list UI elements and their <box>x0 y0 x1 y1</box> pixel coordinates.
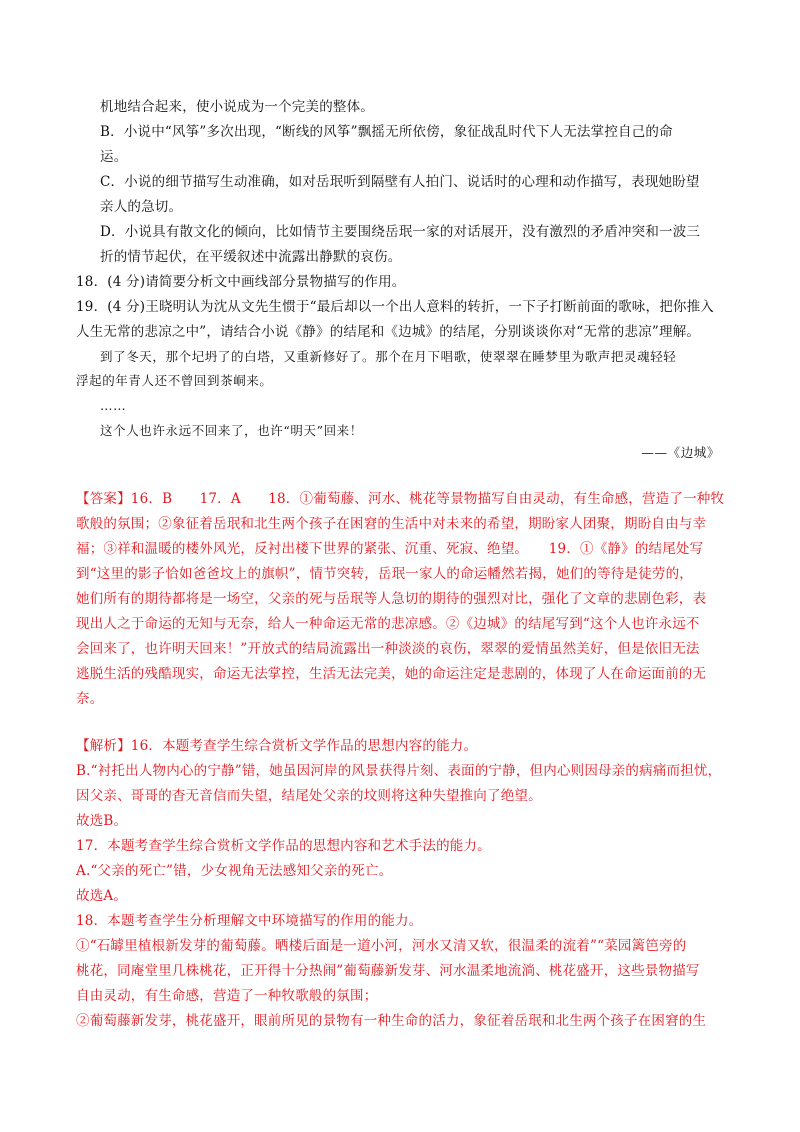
answer-line-8: 逃脱生活的残酷现实，命运无法掌控，生活无法完美，她的命运注定是悲剧的，体现了人在命运面前的无 <box>76 666 707 682</box>
option-d-line-1: D．小说具有散文化的倾向，比如情节主要围绕岳珉一家的对话展开，没有激烈的矛盾冲突和一波三 <box>100 224 701 240</box>
answer-line-6: 现出人之于命运的无知与无奈，给人一种命运无常的悲凉感。②《边城》的结尾写到“这个人也许永远不 <box>76 616 700 632</box>
option-b-line-2: 运。 <box>100 149 128 165</box>
answer-line-1: 【答案】16．B 17．A 18．①葡萄藤、河水、桃花等景物描写自由灵动，有生命感，营造了一种牧 <box>76 491 725 507</box>
option-c-line-1: C．小说的细节描写生动准确，如对岳珉听到隔壁有人拍门、说话时的心理和动作描写，表现她盼望 <box>100 174 700 190</box>
answer-line-3: 福；③祥和温暖的楼外风光，反衬出楼下世界的紧张、沉重、死寂、绝望。 19．①《静》的结尾处写 <box>76 541 704 557</box>
analysis-16-line-2: 因父亲、哥哥的杳无音信而失望，结尾处父亲的坟则将这种失望推向了绝望。 <box>76 788 542 804</box>
option-c-line-2: 亲人的急切。 <box>100 199 183 215</box>
quote-line-2: 浮起的年青人还不曾回到茶峒来。 <box>76 373 273 388</box>
option-a-continuation: 机地结合起来，使小说成为一个完美的整体。 <box>100 99 374 115</box>
answer-line-5: 她们所有的期待都将是一场空，父亲的死与岳珉等人急切的期待的强烈对比，强化了文章的悲剧色彩，表 <box>76 591 707 607</box>
answer-line-7: 会回来了，也许明天回来！”开放式的结局流露出一种淡淡的哀伤，翠翠的爱情虽然美好，但是依旧无法 <box>76 641 700 657</box>
quote-source: ——《边城》 <box>641 445 720 460</box>
quote-line-1: 到了冬天，那个圮坍了的白塔，又重新修好了。那个在月下唱歌，使翠翠在睡梦里为歌声把灵魂轻轻 <box>100 349 677 364</box>
question-18: 18．(4 分)请简要分析文中画线部分景物描写的作用。 <box>76 274 406 290</box>
option-b-line-1: B．小说中“风筝”多次出现，“断线的风筝”飘摇无所依傍，象征战乱时代下人无法掌控自己的命 <box>100 124 673 140</box>
analysis-16-conclusion: 故选B。 <box>76 813 128 829</box>
question-19-line-2: 人生无常的悲凉之中”，请结合小说《静》的结尾和《边城》的结尾，分别谈谈你对“无常的悲凉”理解。 <box>76 324 701 340</box>
quote-line-3: 这个人也许永远不回来了，也许“明天”回来！ <box>100 423 363 438</box>
analysis-18-heading: 18．本题考查学生分析理解文中环境描写的作用的能力。 <box>76 913 423 929</box>
analysis-18-line-4: ②葡萄藤新发芽，桃花盛开，眼前所见的景物有一种生命的活力，象征着岳珉和北生两个孩子在困窘的生 <box>76 1013 707 1029</box>
analysis-18-line-2: 桃花，同庵堂里几株桃花，正开得十分热闹”葡萄藤新发芽、河水温柔地流淌、桃花盛开，这些景物描写 <box>76 963 700 979</box>
option-d-line-2: 折的情节起伏，在平缓叙述中流露出静默的哀伤。 <box>100 249 402 265</box>
question-19-line-1: 19．(4 分)王晓明认为沈从文先生惯于“最后却以一个出人意料的转折，一下子打断前面的歌咏，把你推入 <box>76 299 714 315</box>
analysis-17-conclusion: 故选A。 <box>76 888 128 904</box>
analysis-16-line-1: B.“衬托出人物内心的宁静”错，她虽因河岸的风景获得片刻、表面的宁静，但内心则因母亲的病痛而担忧， <box>76 763 722 779</box>
analysis-16-heading <box>76 736 477 756</box>
answer-line-2: 歌般的氛围；②象征着岳珉和北生两个孩子在困窘的生活中对未来的希望，期盼家人团聚，期盼自由与幸 <box>76 516 707 532</box>
answer-line-4: 到“这里的影子恰如爸爸坟上的旗帜”，情节突转，岳珉一家人的命运幡然若揭，她们的等待是徒劳的， <box>76 566 694 582</box>
answer-line-9: 奈。 <box>76 691 104 707</box>
quote-ellipsis: …… <box>100 398 127 413</box>
analysis-18-line-3: 自由灵动，有生命感，营造了一种牧歌般的氛围； <box>76 988 378 1004</box>
analysis-17-line-1: A.“父亲的死亡”错，少女视角无法感知父亲的死亡。 <box>76 863 393 879</box>
analysis-18-line-1: ①“石罅里植根新发芽的葡萄藤。晒楼后面是一道小河，河水又清又软，很温柔的流着”“菜园篱笆旁的 <box>76 938 687 954</box>
analysis-16-text: 【解析】16．本题考查学生综合赏析文学作品的思想内容的能力。 <box>76 738 478 754</box>
analysis-17-heading: 17．本题考查学生综合赏析文学作品的思想内容和艺术手法的能力。 <box>76 838 491 854</box>
